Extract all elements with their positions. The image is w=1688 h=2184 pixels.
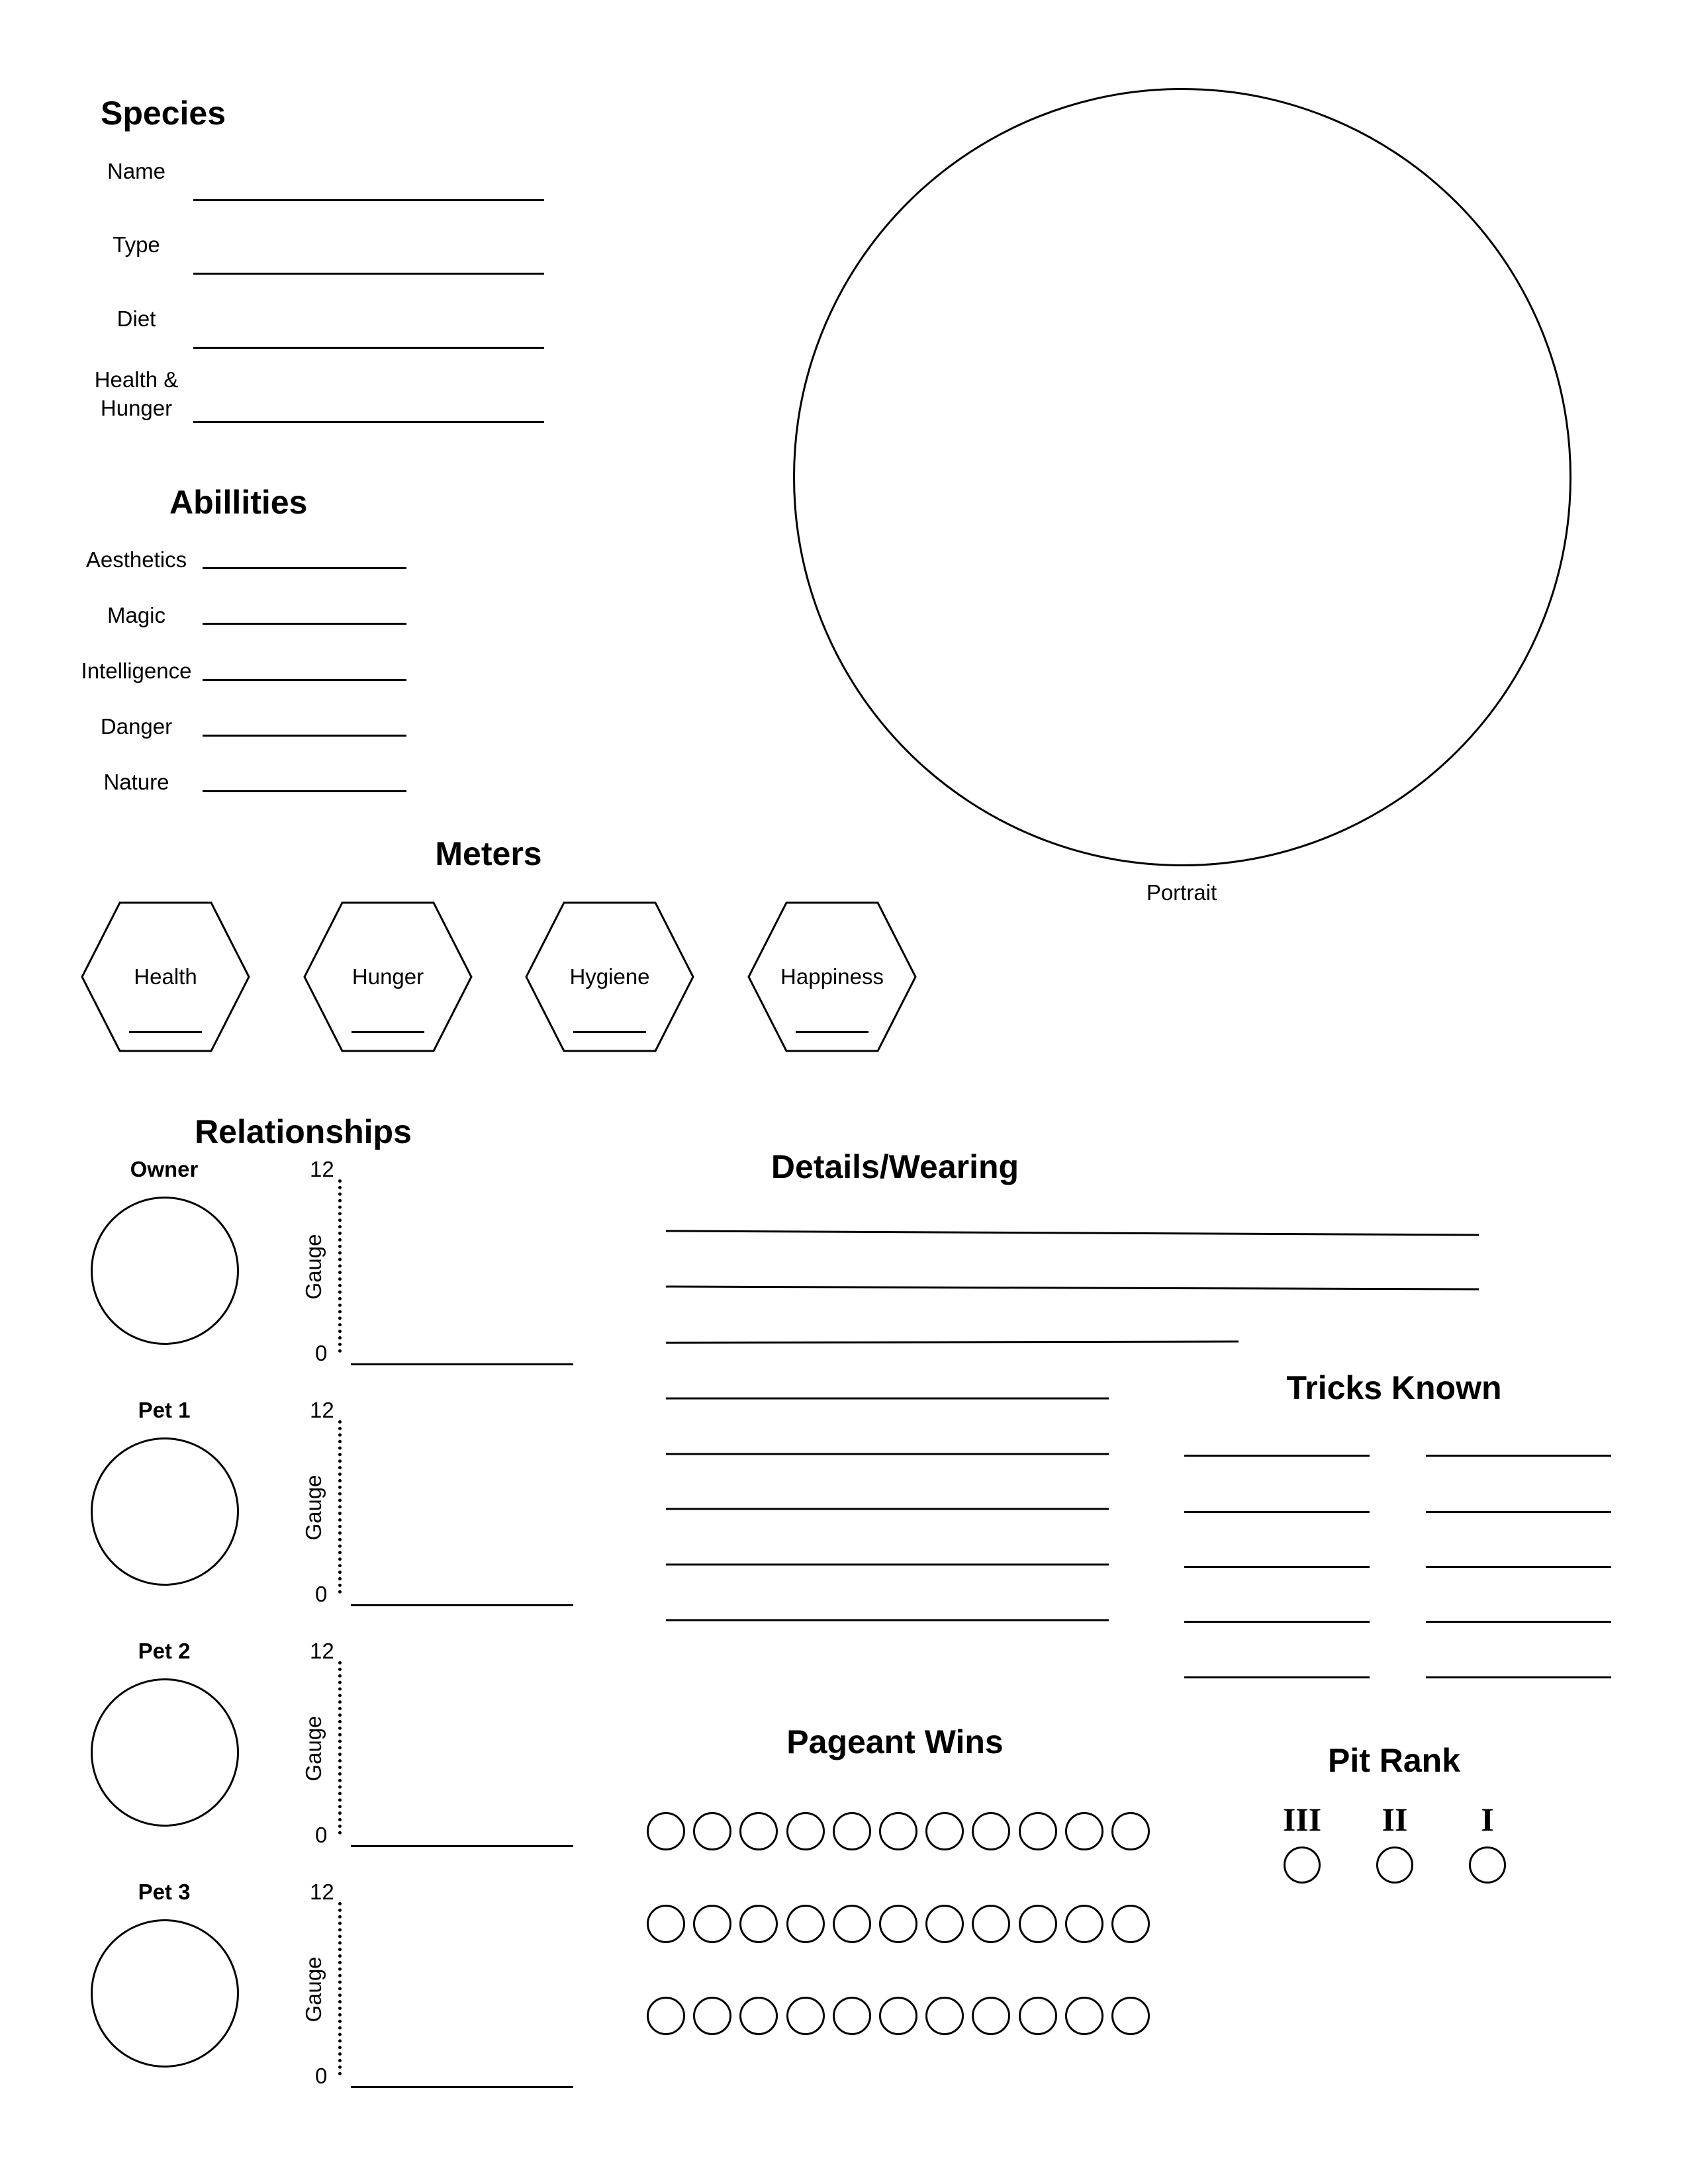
relationship-portrait-circle[interactable] <box>91 1919 239 2068</box>
pageant-win-checkbox[interactable] <box>1065 1812 1103 1850</box>
gauge-dotted-scale[interactable] <box>338 1902 342 2075</box>
gauge-max-label: 12 <box>310 1880 334 1904</box>
trick-field[interactable] <box>1184 1621 1370 1623</box>
ability-aesthetics-label: Aesthetics <box>85 547 187 572</box>
gauge-label: Gauge <box>301 1234 326 1300</box>
meter-happiness-label: Happiness <box>780 964 884 989</box>
pageant-win-checkbox[interactable] <box>1019 1905 1057 1943</box>
species-health-hunger-label-line2: Hunger <box>100 396 173 420</box>
gauge-max-label: 12 <box>310 1398 334 1422</box>
pageant-win-checkbox[interactable] <box>879 1997 917 2035</box>
trick-field[interactable] <box>1426 1621 1611 1623</box>
details-line-2 <box>666 1287 1479 1289</box>
pit-rank-checkbox-i[interactable] <box>1469 1846 1506 1884</box>
pageant-win-checkbox[interactable] <box>647 1812 685 1850</box>
gauge-label: Gauge <box>301 1475 326 1541</box>
pageant-win-checkbox[interactable] <box>739 1905 778 1943</box>
relationships-title: Relationships <box>195 1113 412 1150</box>
pit-rank-label-iii: III <box>1282 1801 1322 1838</box>
pit-rank-title: Pit Rank <box>1327 1742 1461 1779</box>
pageant-win-checkbox[interactable] <box>786 1905 825 1943</box>
tricks-title: Tricks Known <box>1286 1369 1502 1406</box>
pageant-win-checkbox[interactable] <box>833 1812 871 1850</box>
trick-field[interactable] <box>1184 1566 1370 1568</box>
details-title: Details/Wearing <box>771 1148 1019 1185</box>
relationship-name: Pet 3 <box>138 1880 191 1904</box>
gauge-label: Gauge <box>301 1956 326 2023</box>
pageant-win-checkbox[interactable] <box>925 1905 964 1943</box>
pageant-win-checkbox[interactable] <box>693 1997 731 2035</box>
gauge-dotted-scale[interactable] <box>338 1661 342 1835</box>
meter-hunger-label: Hunger <box>352 964 424 989</box>
pageant-win-checkbox[interactable] <box>1111 1905 1150 1943</box>
gauge-min-label: 0 <box>315 1582 328 1606</box>
meter-hygiene-label: Hygiene <box>569 964 650 989</box>
pageant-win-checkbox[interactable] <box>925 1997 964 2035</box>
trick-field[interactable] <box>1426 1566 1611 1568</box>
pageant-win-checkbox[interactable] <box>833 1905 871 1943</box>
trick-field[interactable] <box>1184 1455 1370 1457</box>
pageant-win-checkbox[interactable] <box>1065 1905 1103 1943</box>
pageant-title: Pageant Wins <box>786 1723 1004 1760</box>
trick-field[interactable] <box>1426 1676 1611 1678</box>
pageant-win-checkbox[interactable] <box>1111 1812 1150 1850</box>
pageant-win-checkbox[interactable] <box>972 1905 1010 1943</box>
gauge-min-label: 0 <box>315 2064 328 2088</box>
trick-field[interactable] <box>1184 1676 1370 1678</box>
ability-intelligence-label: Intelligence <box>81 659 192 683</box>
pit-rank-label-i: I <box>1481 1801 1494 1838</box>
relationship-portrait-circle[interactable] <box>91 1678 239 1827</box>
pageant-win-checkbox[interactable] <box>972 1812 1010 1850</box>
meters-title: Meters <box>435 835 542 872</box>
pageant-win-checkbox[interactable] <box>693 1905 731 1943</box>
abilities-title: Abillities <box>169 484 308 521</box>
pageant-win-checkbox[interactable] <box>833 1997 871 2035</box>
gauge-min-label: 0 <box>315 1823 328 1847</box>
pageant-win-checkbox[interactable] <box>739 1997 778 2035</box>
details-line-3 <box>666 1342 1239 1343</box>
pageant-win-checkbox[interactable] <box>786 1812 825 1850</box>
pageant-win-checkbox[interactable] <box>925 1812 964 1850</box>
pageant-win-checkbox[interactable] <box>879 1905 917 1943</box>
pageant-win-checkbox[interactable] <box>1019 1812 1057 1850</box>
trick-field[interactable] <box>1184 1511 1370 1513</box>
pageant-win-checkbox[interactable] <box>1065 1997 1103 2035</box>
pageant-win-checkbox[interactable] <box>972 1997 1010 2035</box>
pageant-win-checkbox[interactable] <box>1019 1997 1057 2035</box>
relationship-name: Owner <box>130 1157 199 1181</box>
ability-magic-label: Magic <box>107 603 166 627</box>
gauge-min-label: 0 <box>315 1341 328 1365</box>
species-title: Species <box>101 95 226 132</box>
species-health-hunger-label-line1: Health & <box>94 367 179 392</box>
pageant-win-checkbox[interactable] <box>739 1812 778 1850</box>
trick-field[interactable] <box>1426 1455 1611 1457</box>
pageant-win-checkbox[interactable] <box>786 1997 825 2035</box>
relationship-name: Pet 1 <box>138 1398 191 1422</box>
ability-danger-label: Danger <box>100 714 173 739</box>
pageant-win-checkbox[interactable] <box>1111 1997 1150 2035</box>
ability-nature-label: Nature <box>103 770 169 794</box>
pageant-win-checkbox[interactable] <box>647 1997 685 2035</box>
relationship-notes-field[interactable] <box>351 2086 573 2088</box>
relationship-notes-field[interactable] <box>351 1845 573 1847</box>
gauge-label: Gauge <box>301 1715 326 1782</box>
species-diet-label: Diet <box>117 306 156 331</box>
portrait-label: Portrait <box>1146 880 1217 905</box>
gauge-max-label: 12 <box>310 1157 334 1181</box>
pit-rank-checkbox-iii[interactable] <box>1284 1846 1321 1884</box>
species-name-label: Name <box>107 159 166 183</box>
meter-health-label: Health <box>134 964 197 989</box>
pageant-win-checkbox[interactable] <box>879 1812 917 1850</box>
details-line-1 <box>666 1231 1479 1235</box>
pageant-win-checkbox[interactable] <box>647 1905 685 1943</box>
pit-rank-checkbox-ii[interactable] <box>1376 1846 1413 1884</box>
pit-rank-label-ii: II <box>1382 1801 1408 1838</box>
relationship-name: Pet 2 <box>138 1639 191 1663</box>
pageant-win-checkbox[interactable] <box>693 1812 731 1850</box>
gauge-max-label: 12 <box>310 1639 334 1663</box>
trick-field[interactable] <box>1426 1511 1611 1513</box>
species-type-label: Type <box>113 232 160 257</box>
